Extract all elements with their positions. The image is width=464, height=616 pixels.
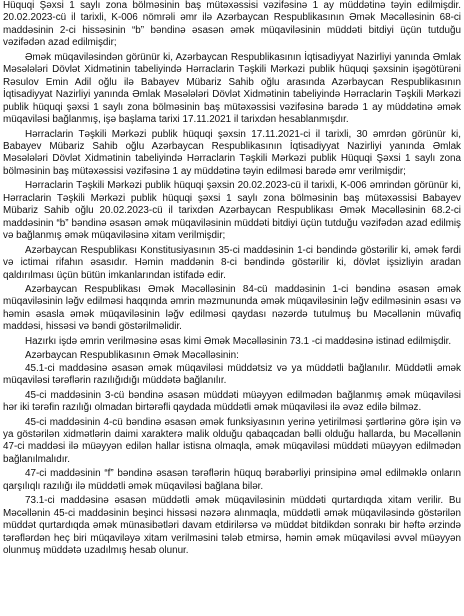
- paragraph: 45-ci maddəsinin 4-cü bəndinə əsasən əmək funksiyasının yerinə yetirilməsi şərtlərinə görə işin və ya göstərilən xidmətlərin daimi xarakterə malik olduğu qabaqcadan bəlli olduğu hallarda, bu Məcəllənin 47-ci maddəsi ilə müəyyən edilən hallar istisna olmaqla, əmək müqaviləsi müddəti müəyyən edilmədən bağlanılmalıdır.: [3, 416, 461, 465]
- paragraph: 47-ci maddəsinin “f” bəndinə əsasən tərəflərin hüquq bərabərliyi prinsipinə əməl edilməklə onların qarşılıqlı razılığı ilə müddətli əmək müqaviləsi bağlana bilər.: [3, 468, 461, 492]
- paragraph: Azərbaycan Respublikası Əmək Məcəlləsinin 84-cü maddəsinin 1-ci bəndinə əsasən əmək müqaviləsinin ləğv edilməsi haqqında əmrin məzmununda əmək müqaviləsinin ləğv edilməsinin əsası və həmin əsasla əmək müqaviləsinin ləğv edilməsi qaydası nəzərdə tutulmuş bu Məcəllənin müvafiq maddəsi, hissəsi və bəndi göstərilməlidir.: [3, 283, 461, 333]
- paragraph: Hərraclarin Təşkili Mərkəzi publik hüquqi şəxsin 17.11.2021-ci il tarixli, 30 əmrdən görünür ki, Babayev Mübariz Sahib oğlu Azərbaycan Respublikasının İqtisadiyyat Nazirliyi yanında Əmlak Məsələləri Dövlət Xidmətinin tabeliyində Hərraclarin Təşkili Mərkəzi publik Hüquqi Şəxsi 1 saylı zona bölməsinin baş mütəxəssisi vəzifəsinə 1 ay müddətinə təyin edilməsi barədə əmr verilmişdir;: [3, 128, 461, 177]
- paragraph: 73.1-ci maddəsinə əsasən müddətli əmək müqaviləsinin müddəti qurtardıqda xitam verilir. Bu Məcəllənin 45-ci maddəsinin beşinci hissəsi nəzərə alınmaqla, müddətli əmək müqaviləsində göstərilən müddət qurtardıqda əmək münasibətləri davam etdirilərsə və müddət bitdikdən sonrakı bir həftə ərzində tərəflərdən heç biri müqaviləyə xitam verilməsini tələb etmirsə, həmin əmək müqaviləsi əvvəl müəyyən olunmuş müddətə uzadılmış hesab olunur.: [3, 495, 461, 557]
- paragraph: Hüquqi Şəxsi 1 saylı zona bölməsinin baş mütəxəssisi vəzifəsinə 1 ay müddətinə təyin edilmişdir. 20.02.2023-cü il tarixli, K-006 nömrəli əmr ilə Azərbaycan Respublikasının Əmək Məcəlləsinin 68-ci maddəsinin 2-ci hissəsinin “b” bəndinə əsasən əmək müqaviləsinin müddəti bitdiyi üçün tutduğu vəzifədən azad edilmişdir;: [3, 0, 461, 49]
- paragraph: 45.1-ci maddəsinə əsasən əmək müqaviləsi müddətsiz və ya müddətli bağlanılır. Müddətli əmək müqaviləsi tərəflərin razılığıdığı müddətə bağlanılır.: [3, 362, 461, 387]
- paragraph: Hazırkı işdə əmrin verilməsinə əsas kimi Əmək Məcəlləsinin 73.1 -ci maddəsinə istinad edilmişdir.: [25, 335, 452, 347]
- paragraph: Hərraclarin Təşkili Mərkəzi publik hüquqi şəxsin 20.02.2023-cü il tarixli, K-006 əmrindən görünür ki, Hərraclarin Təşkili Mərkəzi publik hüquqi şəxsi 1 saylı zona bölməsinin baş mütəxəssisi Babayev Mübariz Sahib oğlu 20.02.2023-cü il tarixdən Azərbaycan Respublikası Əmək Məcəlləsinin 68.2-ci maddəsinin “b” bəndinə əsasən əmək müqaviləsinin müddəti bitdiyi üçün tutduğu vəzifədən azad edilmiş və bağlanmış əmək müqaviləsinə xitam verilmişdir;: [3, 180, 461, 242]
- paragraph: Azərbaycan Respublikası Konstitusiyasının 35-ci maddəsinin 1-ci bəndində göstərilir ki, əmək fərdi və ictimai rifahın əsasıdır. Həmin maddənin 8-ci bəndində göstərilir ki, dövlət işsizliyin aradan qaldırılması üçün bütün imkanlarından istifadə edir.: [3, 244, 461, 281]
- paragraph: Azərbaycan Respublikasının Əmək Məcəlləsinin:: [25, 350, 239, 362]
- paragraph: Əmək müqaviləsindən görünür ki, Azərbaycan Respublikasının İqtisadiyyat Nazirliyi yanında Əmlak Məsələləri Dövlət Xidmətinin tabeliyində Hərraclarin Təşkili Mərkəzi publik hüquqi şəxsinin işəgötürəni Rəsulov Emin Adil oğlu ilə Babayev Mübariz Sahib oğlu arasında Azərbaycan Respublikasının İqtisadiyyat Nazirliyi yanında Əmlak Məsələləri Dövlət Xidmətinin tabeliyində Hərraclarin Təşkili Mərkəzi publik hüquqi şəxsi 1 saylı zona bölməsinin baş mütəxəssisi vəzifəsinə barədə 1 ay müddətinə əmək müqaviləsi bağlanmış, işə başlama tarixi 17.11.2021 il tarixdən hesablanmışdır.: [3, 51, 461, 126]
- paragraph: 45-ci maddəsinin 3-cü bəndinə əsasən müddəti müəyyən edilmədən bağlanmış əmək müqaviləsi hər iki tərəfin razılığı olmadan birtərəfli qaydada müddətli əmək müqaviləsi ilə əvəz edilə bilməz.: [3, 389, 461, 414]
